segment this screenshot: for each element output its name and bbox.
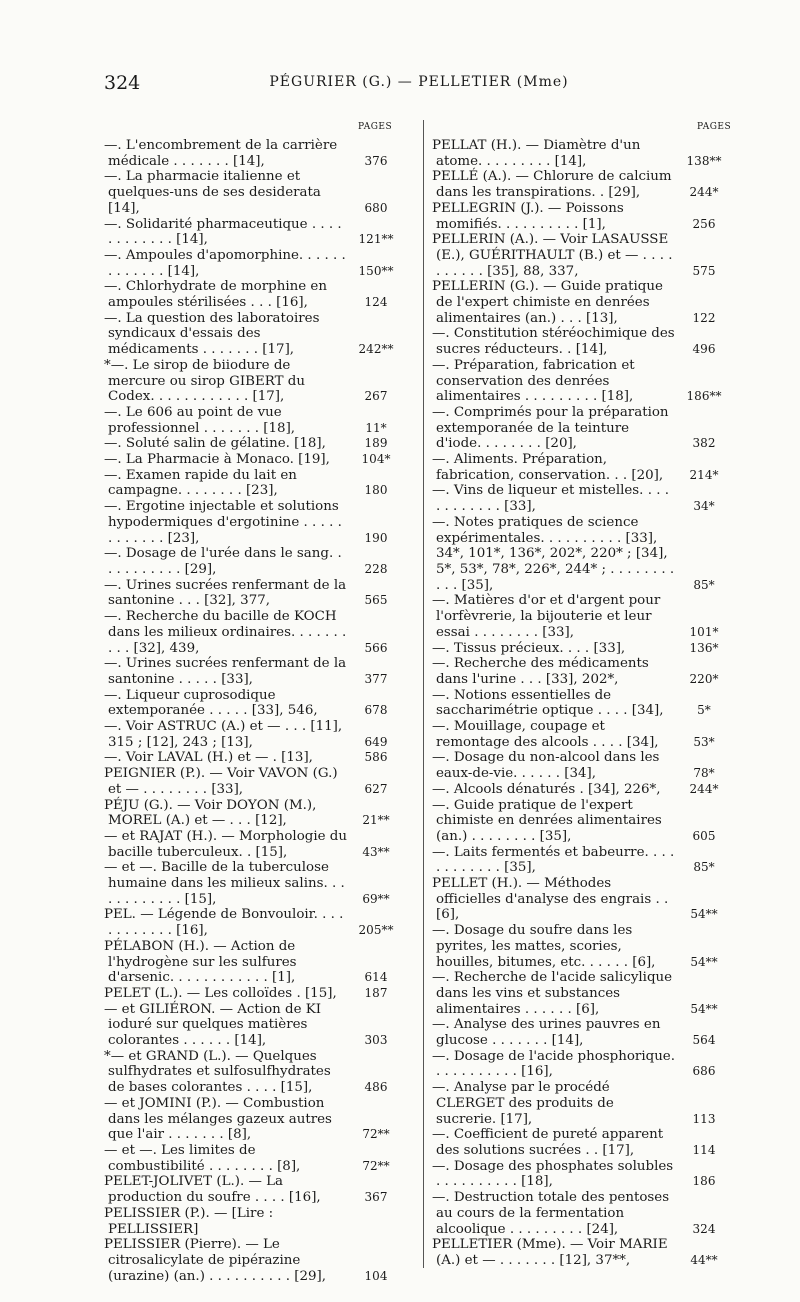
entry-page: 627	[364, 781, 388, 796]
index-entry	[432, 782, 732, 798]
index-entry	[432, 326, 732, 357]
entry-text: —. Liqueur cuprosodique extemporanée . . . . . [33], 546,	[104, 687, 318, 719]
index-entry	[104, 468, 404, 499]
entry-page: 566	[364, 640, 388, 655]
entry-page: 72**	[362, 1158, 390, 1173]
entry-text: PELISSIER (Pierre). — Le citrosalicylate de pipérazine (urazine) (an.) . . . . . . . . . . [29],	[104, 1237, 327, 1284]
entry-page: 565	[364, 593, 388, 608]
index-entry	[104, 1049, 404, 1096]
entry-text: PÉLABON (H.). — Action de l'hydrogène sur les sulfures d'arsenic. . . . . . . . . . . . [1],	[104, 938, 301, 986]
entry-page: 242**	[358, 342, 394, 357]
entry-page: 187	[364, 985, 388, 1000]
entry-text: PELLETIER (Mme). — Voir MARIE (A.) et — . . . . . . . [12], 37**,	[432, 1237, 672, 1268]
entry-text: —. Dosage de l'urée dans le sang. . . . . . . . . . . [29],	[104, 546, 347, 577]
entry-text: —. Analyse par le procédé CLERGET des produits de sucrerie. [17],	[432, 1080, 619, 1127]
index-entry	[432, 845, 732, 876]
entry-page: 228	[364, 561, 388, 576]
pages-column-label-right: PAGES	[697, 122, 732, 132]
entry-text: —. Guide pratique de l'expert chimiste en denrées alimentaires (an.) . . . . . . . . [35],	[432, 797, 667, 844]
entry-page: 649	[364, 734, 388, 749]
entry-page: 124	[364, 295, 388, 310]
index-entry	[432, 970, 732, 1017]
pages-column-label-left: PAGES	[358, 122, 393, 132]
entry-page: 244*	[689, 185, 719, 200]
right-column	[432, 138, 732, 1269]
entry-page: 256	[692, 216, 716, 231]
index-entry	[432, 169, 732, 200]
entry-page: 43**	[362, 844, 390, 859]
entry-text: —. Dosage de l'acide phosphorique. . . . . . . . . . . [16],	[432, 1048, 680, 1080]
entry-page: 303	[364, 1033, 388, 1048]
index-entry	[432, 641, 732, 657]
entry-page: 85*	[693, 577, 715, 592]
index-entry	[104, 986, 404, 1002]
entry-text: —. La question des laboratoires syndicaux d'essais des médicaments . . . . . . . [17],	[104, 310, 324, 358]
entry-text: PELLERIN (A.). — Voir LASAUSSE (E.), GUÉRITHAULT (B.) et — . . . . . . . . . . [35], 88, 337,	[432, 232, 677, 279]
index-entry	[104, 1096, 404, 1143]
entry-page: 186**	[686, 389, 722, 404]
entry-text: — et —. Les limites de combustibilité . . . . . . . . [8],	[104, 1143, 301, 1174]
entry-page: 180	[364, 483, 388, 498]
index-entry	[104, 1174, 404, 1205]
entry-text: —. Constitution stéréochimique des sucres réducteurs. . [14],	[432, 326, 679, 358]
index-entry	[104, 798, 404, 829]
index-entry	[432, 201, 732, 232]
entry-text: —. Coefficient de pureté apparent des solutions sucrées . . [17],	[432, 1127, 668, 1158]
index-entry	[432, 688, 732, 719]
entry-text: —. La Pharmacie à Monaco. [19],	[104, 452, 330, 468]
entry-page: 678	[364, 703, 388, 718]
entry-text: PELISSIER (P.). — [Lire : PELLISSIER]	[104, 1205, 278, 1237]
entry-page: 586	[364, 750, 388, 765]
entry-text: —. Recherche de l'acide salicylique dans les vins et substances alimentaires . . . . . . [6],	[432, 970, 677, 1017]
entry-text: —. Mouillage, coupage et remontage des alcools . . . . [34],	[432, 719, 659, 750]
entry-text: —. Comprimés pour la préparation extemporanée de la teinture d'iode. . . . . . . . [20],	[432, 404, 673, 452]
entry-text: —. Soluté salin de gélatine. [18],	[104, 436, 326, 452]
index-entry	[432, 138, 732, 169]
page-header	[104, 72, 734, 96]
entry-text: —. Notes pratiques de science expérimentales. . . . . . . . . . [33], 34*, 101*, 136*, 202*, 220* ; [34], 5*, 53*, 78*, 226*, 244* ; . . . . . . . . . . . [35],	[432, 514, 679, 593]
entry-page: 614	[364, 970, 388, 985]
index-entry	[432, 1049, 732, 1080]
entry-page: 220*	[689, 671, 719, 686]
index-entry	[104, 907, 404, 938]
index-entry	[104, 1206, 404, 1237]
entry-text: —. Recherche du bacille de KOCH dans les milieux ordinaires. . . . . . . . . . [32], 439,	[104, 609, 351, 656]
index-entry	[104, 766, 404, 797]
entry-page: 605	[692, 828, 716, 843]
entry-page: 564	[692, 1033, 716, 1048]
entry-page: 382	[692, 436, 716, 451]
index-entry	[432, 593, 732, 640]
entry-page: 367	[364, 1190, 388, 1205]
entry-page: 114	[692, 1143, 716, 1157]
entry-text: —. Solidarité pharmaceutique . . . . . . . . . . . . [14],	[104, 216, 346, 248]
page-number: 324	[104, 72, 141, 94]
entry-text: PELET-JOLIVET (L.). — La production du soufre . . . . [16],	[104, 1174, 321, 1206]
entry-page: 121**	[358, 232, 394, 247]
index-entry	[432, 1237, 732, 1268]
entry-text: —. Laits fermentés et babeurre. . . . . . . . . . . . [35],	[432, 844, 679, 876]
index-entry	[104, 719, 404, 750]
entry-text: *— et GRAND (L.). — Quelques sulfhydrates et sulfosulfhydrates de bases colorantes . . . . [15],	[104, 1048, 335, 1096]
entry-text: —. Destruction totale des pentoses au cours de la fermentation alcoolique . . . . . . . . . [24],	[432, 1190, 674, 1237]
index-entry	[104, 436, 404, 452]
index-entry	[432, 1159, 732, 1190]
index-entry	[104, 1237, 404, 1284]
entry-page: 376	[364, 153, 388, 168]
index-entry	[104, 311, 404, 358]
entry-page: 205**	[358, 923, 394, 938]
entry-page: 190	[364, 530, 388, 545]
index-entry	[104, 860, 404, 907]
index-entry	[104, 279, 404, 310]
entry-text: —. Dosage des phosphates solubles . . . . . . . . . . [18],	[432, 1158, 678, 1190]
entry-page: 138**	[686, 153, 722, 168]
index-entry	[104, 656, 404, 687]
entry-text: —. Recherche des médicaments dans l'urine . . . [33], 202*,	[432, 656, 654, 687]
index-entry	[104, 609, 404, 656]
index-entry	[104, 358, 404, 405]
entry-page: 72**	[362, 1127, 390, 1142]
left-column	[104, 138, 404, 1284]
entry-text: PEL. — Légende de Bonvouloir. . . . . . . . . . . . [16],	[104, 907, 348, 939]
index-entry	[104, 688, 404, 719]
index-entry	[104, 169, 404, 216]
index-entry	[432, 876, 732, 923]
index-entry	[104, 1002, 404, 1049]
entry-text: — et GILIÉRON. — Action de KI ioduré sur quelques matières colorantes . . . . . . [14],	[104, 1001, 326, 1049]
entry-text: —. Ergotine injectable et solutions hypodermiques d'ergotinine . . . . . . . . . . . . [23],	[104, 499, 347, 546]
index-entry	[432, 515, 732, 594]
entry-page: 113	[692, 1111, 716, 1126]
entry-text: PELET (L.). — Les colloïdes . [15],	[104, 985, 337, 1001]
index-entry	[432, 656, 732, 687]
entry-text: *—. Le sirop de biiodure de mercure ou sirop GIBERT du Codex. . . . . . . . . . . . [17],	[104, 357, 310, 405]
entry-page: 575	[692, 263, 716, 278]
index-entry	[104, 1143, 404, 1174]
running-title: PÉGURIER (G.) — PELLETIER (Mme)	[269, 74, 569, 90]
index-entry	[432, 719, 732, 750]
entry-text: —. Urines sucrées renfermant de la santonine . . . . . [33],	[104, 656, 351, 687]
entry-text: PEIGNIER (P.). — Voir VAVON (G.) et — . . . . . . . . [33],	[104, 766, 342, 797]
entry-text: —. Alcools dénaturés . [34], 226*,	[432, 781, 661, 797]
entry-text: —. Ampoules d'apomorphine. . . . . . . . . . . . . [14],	[104, 247, 351, 279]
entry-page: 21**	[362, 813, 390, 828]
index-entry	[104, 750, 404, 766]
index-entry	[432, 232, 732, 279]
entry-page: 53*	[693, 734, 715, 749]
index-entry	[432, 1017, 732, 1048]
index-entry	[432, 1080, 732, 1127]
index-entry	[432, 483, 732, 514]
entry-text: —. Urines sucrées renfermant de la santonine . . . [32], 377,	[104, 577, 351, 609]
entry-text: PELLÉ (A.). — Chlorure de calcium dans les transpirations. . [29],	[432, 169, 676, 201]
entry-page: 54**	[690, 907, 718, 922]
entry-text: —. Matières d'or et d'argent pour l'orfèvrerie, la bijouterie et leur essai . . . . . . . . [33],	[432, 593, 665, 640]
entry-page: 686	[692, 1064, 716, 1079]
index-entry	[104, 138, 404, 169]
entry-page: 377	[364, 671, 388, 686]
entry-text: —. Notions essentielles de saccharimétrie optique . . . . [34],	[432, 687, 664, 719]
entry-page: 54**	[690, 1001, 718, 1016]
entry-page: 54**	[690, 954, 718, 969]
entry-page: 136*	[689, 640, 719, 655]
entry-text: —. Examen rapide du lait en campagne. . . . . . . . [23],	[104, 467, 302, 499]
entry-text: —. Dosage du soufre dans les pyrites, les mattes, scories, houilles, bitumes, etc. . . . . . [6],	[432, 923, 656, 970]
entry-page: 186	[692, 1174, 716, 1189]
entry-text: —. Voir ASTRUC (A.) et — . . . [11], 315 ; [12], 243 ; [13],	[104, 719, 347, 750]
entry-page: 44**	[690, 1252, 718, 1267]
entry-page: 85*	[693, 860, 715, 875]
entry-page: 104*	[361, 452, 391, 467]
entry-page: 244*	[689, 781, 719, 796]
entry-page: 150**	[358, 263, 394, 278]
entry-page: 486	[364, 1080, 388, 1095]
entry-page: 122	[692, 310, 716, 325]
entry-text: —. Chlorhydrate de morphine en ampoules stérilisées . . . [16],	[104, 279, 332, 311]
entry-text: — et —. Bacille de la tuberculose humaine dans les milieux salins. . . . . . . . . . . . [15],	[104, 860, 350, 907]
entry-page: 69**	[362, 891, 390, 906]
entry-text: —. Le 606 au point de vue professionnel . . . . . . . [18],	[104, 404, 296, 436]
entry-text: —. Tissus précieux. . . . [33],	[432, 640, 626, 656]
entry-page: 5*	[697, 703, 711, 718]
index-entry	[432, 1190, 732, 1237]
entry-text: —. Vins de liqueur et mistelles. . . . . . . . . . . . [33],	[432, 483, 674, 515]
entry-page: 680	[364, 200, 388, 215]
entry-text: —. La pharmacie italienne et quelques-uns de ses desiderata [14],	[104, 169, 326, 216]
entry-text: PELLAT (H.). — Diamètre d'un atome. . . . . . . . . [14],	[432, 138, 645, 169]
entry-page: 214*	[689, 467, 719, 482]
entry-text: PÉJU (G.). — Voir DOYON (M.), MOREL (A.) et — . . . [12],	[104, 797, 321, 829]
index-entry	[104, 248, 404, 279]
index-entry	[432, 452, 732, 483]
entry-text: —. Aliments. Préparation, fabrication, conservation. . . [20],	[432, 452, 664, 483]
index-entry	[432, 279, 732, 326]
entry-text: — et RAJAT (H.). — Morphologie du bacille tuberculeux. . [15],	[104, 828, 352, 860]
index-entry	[104, 578, 404, 609]
entry-text: PELLEGRIN (J.). — Poissons momifiés. . . . . . . . . . [1],	[432, 200, 628, 232]
index-entry	[104, 499, 404, 546]
column-divider	[423, 120, 424, 1268]
entry-text: —. L'encombrement de la carrière médicale . . . . . . . [14],	[104, 138, 342, 169]
index-entry	[104, 217, 404, 248]
entry-page: 496	[692, 342, 716, 357]
index-entry	[432, 923, 732, 970]
entry-text: PELLET (H.). — Méthodes officielles d'analyse des engrais . . [6],	[432, 876, 673, 923]
index-entry	[432, 1127, 732, 1158]
index-entry	[432, 405, 732, 452]
index-entry	[432, 798, 732, 845]
entry-text: —. Dosage du non-alcool dans les eaux-de-vie. . . . . . [34],	[432, 750, 664, 782]
entry-page: 101*	[689, 624, 719, 639]
entry-page: 267	[364, 389, 388, 404]
index-entry	[104, 829, 404, 860]
index-entry	[104, 452, 404, 468]
index-entry	[432, 358, 732, 405]
entry-page: 324	[692, 1221, 716, 1236]
entry-text: —. Préparation, fabrication et conservation des denrées alimentaires . . . . . . . . . [18],	[432, 357, 639, 405]
entry-page: 11*	[365, 420, 387, 435]
entry-page: 104	[364, 1268, 388, 1283]
entry-page: 34*	[693, 499, 715, 514]
entry-page: 189	[364, 436, 388, 451]
entry-text: PELLERIN (G.). — Guide pratique de l'expert chimiste en denrées alimentaires (an.) . . . [13],	[432, 279, 668, 326]
index-entry	[432, 750, 732, 781]
entry-text: — et JOMINI (P.). — Combustion dans les mélanges gazeux autres que l'air . . . . . . . [8],	[104, 1095, 337, 1143]
index-entry	[104, 546, 404, 577]
entry-text: —. Voir LAVAL (H.) et — . [13],	[104, 750, 313, 766]
entry-text: —. Analyse des urines pauvres en glucose . . . . . . . [14],	[432, 1017, 665, 1049]
index-entry	[104, 939, 404, 986]
index-entry	[104, 405, 404, 436]
entry-page: 78*	[693, 766, 715, 781]
